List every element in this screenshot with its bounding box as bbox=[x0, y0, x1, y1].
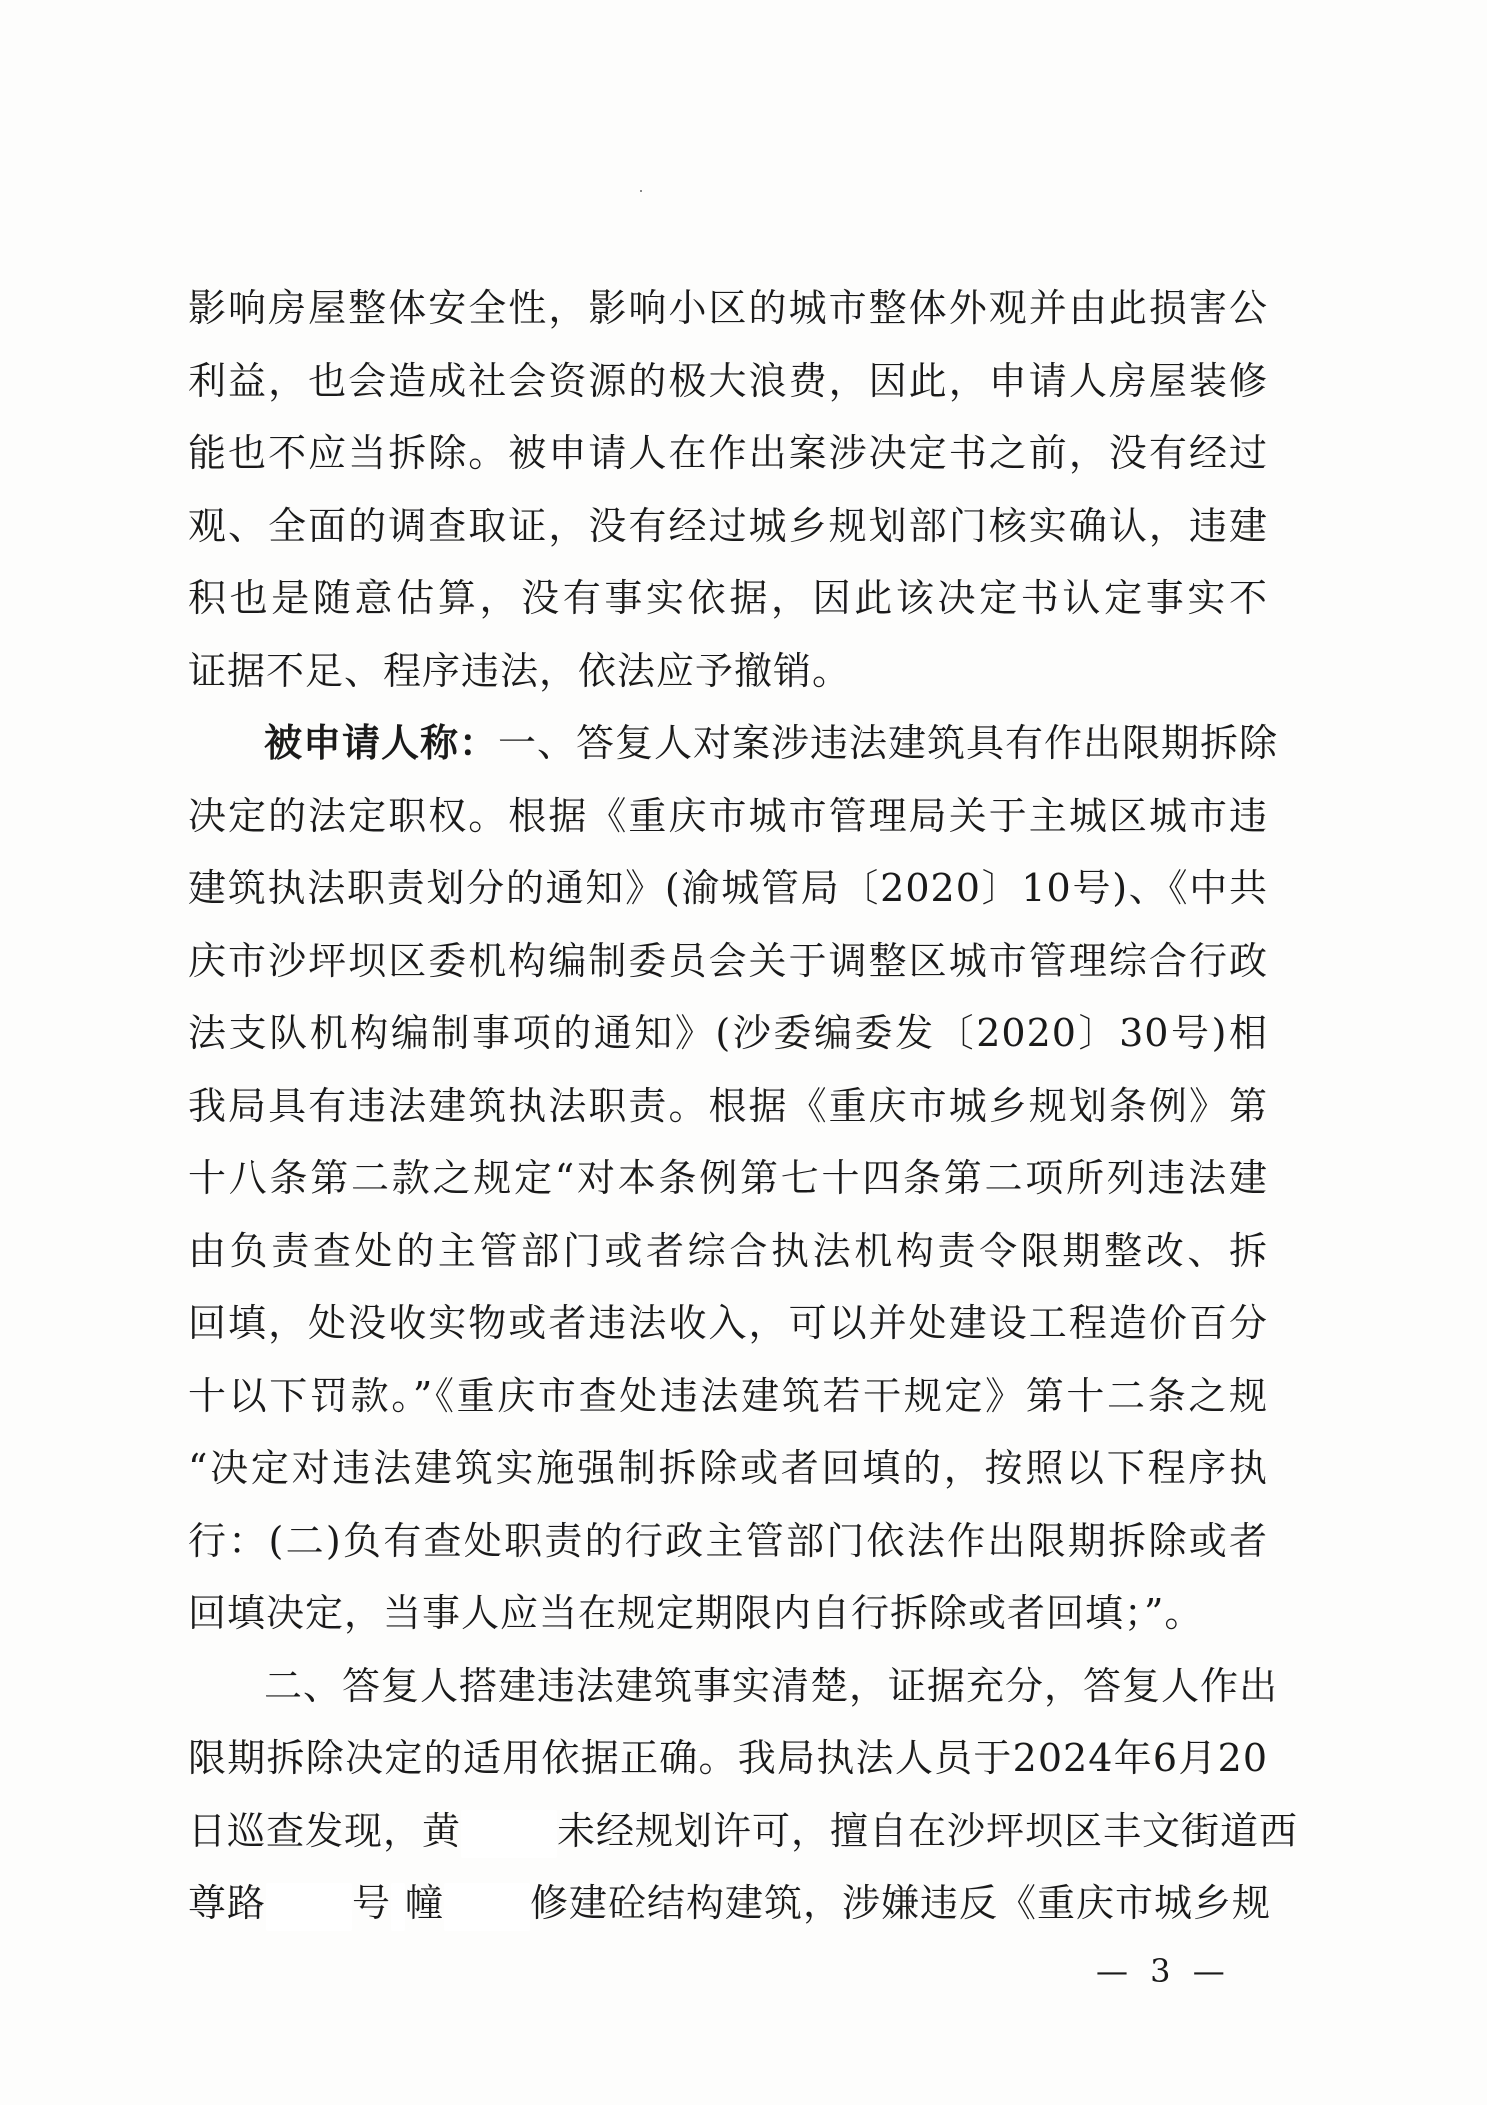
text-fragment: 尊路 bbox=[188, 1881, 267, 1925]
text-line: 能也不应当拆除。被申请人在作出案涉决定书之前，没有经过 bbox=[188, 431, 1268, 475]
text-line: 十八条第二款之规定“对本条例第七十四条第二项所列违法建 bbox=[188, 1156, 1268, 1200]
text-line: 建筑执法职责划分的通知》(渝城管局〔2020〕10号)、《中共 bbox=[188, 866, 1268, 910]
text-line: “决定对违法建筑实施强制拆除或者回填的，按照以下程序执 bbox=[188, 1446, 1268, 1490]
text-fragment: 幢 bbox=[405, 1881, 445, 1925]
text-line: 我局具有违法建筑执法职责。根据《重庆市城乡规划条例》第 bbox=[188, 1083, 1268, 1128]
document-body bbox=[188, 272, 1299, 1940]
text-line-with-redaction bbox=[188, 1867, 1272, 1940]
text-line: 法支队机构编制事项的通知》(沙委编委发〔2020〕30号)相 bbox=[188, 1011, 1268, 1055]
text-line: 观、全面的调查取证，没有经过城乡规划部门核实确认，违建 bbox=[188, 503, 1268, 548]
redacted-mark bbox=[391, 1883, 405, 1931]
text-line: 决定的法定职权。根据《重庆市城市管理局关于主城区城市违 bbox=[188, 793, 1268, 838]
page-number: — 3 — bbox=[1096, 1952, 1231, 1990]
text-fragment: 未经规划许可，擅自在沙坪坝区丰文街道西 bbox=[557, 1808, 1299, 1853]
text-line: 十以下罚款。”《重庆市查处违法建筑若干规定》第十二条之规 bbox=[188, 1373, 1268, 1418]
text-line: 由负责查处的主管部门或者综合执法机构责令限期整改、拆 bbox=[188, 1228, 1268, 1273]
redacted-name bbox=[461, 1810, 557, 1858]
redacted-number bbox=[266, 1883, 352, 1931]
respondent-first-line-text: 一、答复人对案涉违法建筑具有作出限期拆除 bbox=[498, 721, 1279, 765]
text-line-with-redaction bbox=[188, 1795, 1299, 1868]
text-line: 证据不足、程序违法，依法应予撤销。 bbox=[188, 648, 852, 693]
text-line: 回填，处没收实物或者违法收入，可以并处建设工程造价百分 bbox=[188, 1301, 1268, 1345]
text-fragment: 号 bbox=[352, 1881, 392, 1925]
text-line: 影响房屋整体安全性，影响小区的城市整体外观并由此损害公 bbox=[188, 286, 1268, 330]
text-line: 庆市沙坪坝区委机构编制委员会关于调整区城市管理综合行政 bbox=[188, 938, 1268, 983]
section2-first-line: 二、答复人搭建违法建筑事实清楚，证据充分，答复人作出 bbox=[264, 1663, 1279, 1708]
text-line: 限期拆除决定的适用依据正确。我局执法人员于2024年6月20 bbox=[188, 1736, 1268, 1780]
respondent-heading: 被申请人称： bbox=[264, 720, 499, 765]
text-line: 积也是随意估算，没有事实依据，因此该决定书认定事实不 bbox=[188, 576, 1268, 620]
text-fragment: 修建砼结构建筑，涉嫌违反《重庆市城乡规 bbox=[530, 1881, 1272, 1925]
text-fragment: 日巡查发现，黄 bbox=[188, 1808, 462, 1853]
text-line: 行：(二)负有查处职责的行政主管部门依法作出限期拆除或者 bbox=[188, 1518, 1268, 1563]
respondent-first-line bbox=[188, 707, 1279, 780]
redacted-unit bbox=[444, 1883, 530, 1931]
text-line: 利益，也会造成社会资源的极大浪费，因此，申请人房屋装修 bbox=[188, 358, 1268, 403]
scan-speck bbox=[640, 190, 642, 192]
text-line: 回填决定，当事人应当在规定期限内自行拆除或者回填；”。 bbox=[188, 1591, 1204, 1635]
